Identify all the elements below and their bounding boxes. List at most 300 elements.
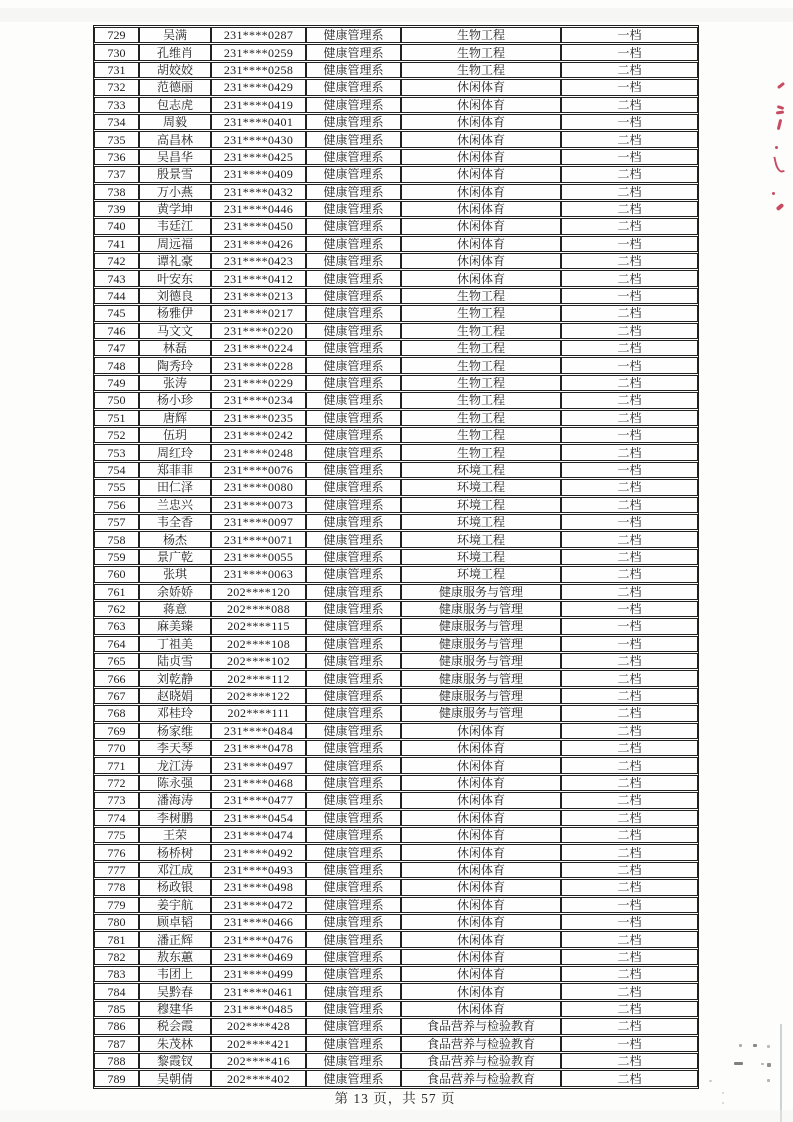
cell-student-name: 黄学坤 <box>139 201 211 217</box>
table-row <box>94 879 698 895</box>
table-row <box>94 844 698 860</box>
cell-tier: 一档 <box>561 897 698 913</box>
cell-tier: 二档 <box>561 584 698 600</box>
cell-student-id: 231****0220 <box>211 323 306 339</box>
table-row <box>94 792 698 808</box>
cell-major: 食品营养与检验教育 <box>401 1018 561 1034</box>
cell-row-number: 748 <box>94 357 139 373</box>
page-number-footer: 第 13 页，共 57 页 <box>334 1091 456 1106</box>
cell-student-name: 张琪 <box>139 566 211 582</box>
scan-speck <box>739 1044 742 1047</box>
cell-row-number: 770 <box>94 740 139 756</box>
cell-row-number: 735 <box>94 131 139 147</box>
cell-tier: 一档 <box>561 357 698 373</box>
cell-row-number: 744 <box>94 288 139 304</box>
cell-tier: 一档 <box>561 601 698 617</box>
cell-student-id: 231****0492 <box>211 844 306 860</box>
cell-row-number: 751 <box>94 410 139 426</box>
cell-row-number: 754 <box>94 462 139 478</box>
cell-major: 环境工程 <box>401 549 561 565</box>
cell-department: 健康管理系 <box>306 340 401 356</box>
cell-major: 休闲体育 <box>401 149 561 165</box>
cell-row-number: 762 <box>94 601 139 617</box>
cell-major: 生物工程 <box>401 44 561 60</box>
cell-student-id: 231****0498 <box>211 879 306 895</box>
cell-department: 健康管理系 <box>306 531 401 547</box>
cell-department: 健康管理系 <box>306 479 401 495</box>
cell-student-name: 吴朝倩 <box>139 1070 211 1086</box>
table-row <box>94 218 698 234</box>
cell-department: 健康管理系 <box>306 792 401 808</box>
cell-tier: 二档 <box>561 879 698 895</box>
cell-department: 健康管理系 <box>306 97 401 113</box>
cell-student-id: 231****0097 <box>211 514 306 530</box>
cell-student-id: 231****0224 <box>211 340 306 356</box>
cell-student-id: 231****0409 <box>211 166 306 182</box>
cell-student-id: 231****0076 <box>211 462 306 478</box>
cell-department: 健康管理系 <box>306 514 401 530</box>
cell-row-number: 736 <box>94 149 139 165</box>
table-row <box>94 723 698 739</box>
cell-student-id: 231****0229 <box>211 375 306 391</box>
cell-student-name: 胡姣姣 <box>139 62 211 78</box>
cell-student-name: 杨小珍 <box>139 392 211 408</box>
table-row <box>94 653 698 669</box>
cell-department: 健康管理系 <box>306 270 401 286</box>
cell-student-name: 兰忠兴 <box>139 497 211 513</box>
cell-row-number: 763 <box>94 618 139 634</box>
cell-student-name: 周远福 <box>139 236 211 252</box>
cell-row-number: 760 <box>94 566 139 582</box>
cell-department: 健康管理系 <box>306 949 401 965</box>
cell-department: 健康管理系 <box>306 497 401 513</box>
cell-major: 生物工程 <box>401 357 561 373</box>
cell-major: 健康服务与管理 <box>401 670 561 686</box>
cell-major: 休闲体育 <box>401 723 561 739</box>
scan-speck <box>734 1062 743 1065</box>
cell-student-name: 李树鹏 <box>139 810 211 826</box>
cell-tier: 二档 <box>561 949 698 965</box>
cell-student-id: 231****0055 <box>211 549 306 565</box>
cell-row-number: 737 <box>94 166 139 182</box>
cell-major: 休闲体育 <box>401 914 561 930</box>
table-row <box>94 983 698 999</box>
cell-student-name: 杨桥树 <box>139 844 211 860</box>
cell-department: 健康管理系 <box>306 983 401 999</box>
cell-major: 休闲体育 <box>401 983 561 999</box>
cell-major: 生物工程 <box>401 323 561 339</box>
cell-student-id: 202****115 <box>211 618 306 634</box>
cell-tier: 一档 <box>561 427 698 443</box>
cell-major: 生物工程 <box>401 305 561 321</box>
cell-tier: 一档 <box>561 514 698 530</box>
cell-student-name: 谭礼豪 <box>139 253 211 269</box>
cell-department: 健康管理系 <box>306 114 401 130</box>
cell-student-name: 吴黔春 <box>139 983 211 999</box>
cell-department: 健康管理系 <box>306 566 401 582</box>
cell-major: 休闲体育 <box>401 810 561 826</box>
cell-major: 休闲体育 <box>401 114 561 130</box>
cell-student-id: 231****0426 <box>211 236 306 252</box>
cell-row-number: 729 <box>94 27 139 43</box>
cell-tier: 一档 <box>561 914 698 930</box>
cell-major: 环境工程 <box>401 462 561 478</box>
cell-major: 健康服务与管理 <box>401 653 561 669</box>
table-row <box>94 392 698 408</box>
cell-major: 健康服务与管理 <box>401 584 561 600</box>
cell-department: 健康管理系 <box>306 444 401 460</box>
cell-row-number: 784 <box>94 983 139 999</box>
scan-speck <box>722 1102 724 1104</box>
cell-tier: 二档 <box>561 131 698 147</box>
cell-department: 健康管理系 <box>306 827 401 843</box>
cell-student-id: 231****0478 <box>211 740 306 756</box>
cell-student-id: 231****0234 <box>211 392 306 408</box>
cell-student-name: 田仁泽 <box>139 479 211 495</box>
cell-department: 健康管理系 <box>306 131 401 147</box>
cell-tier: 二档 <box>561 705 698 721</box>
table-row <box>94 914 698 930</box>
cell-major: 休闲体育 <box>401 184 561 200</box>
table-row <box>94 1018 698 1034</box>
cell-student-name: 潘海涛 <box>139 792 211 808</box>
cell-tier: 二档 <box>561 218 698 234</box>
cell-student-id: 231****0235 <box>211 410 306 426</box>
red-stamp-fragment-icon <box>775 146 778 149</box>
cell-department: 健康管理系 <box>306 253 401 269</box>
cell-row-number: 780 <box>94 914 139 930</box>
cell-tier: 二档 <box>561 566 698 582</box>
cell-row-number: 789 <box>94 1070 139 1086</box>
cell-major: 休闲体育 <box>401 775 561 791</box>
cell-major: 生物工程 <box>401 410 561 426</box>
table-row <box>94 549 698 565</box>
cell-student-name: 周红玲 <box>139 444 211 460</box>
cell-department: 健康管理系 <box>306 810 401 826</box>
cell-tier: 二档 <box>561 305 698 321</box>
cell-student-id: 231****0466 <box>211 914 306 930</box>
cell-student-id: 231****0499 <box>211 966 306 982</box>
cell-major: 休闲体育 <box>401 897 561 913</box>
cell-tier: 二档 <box>561 653 698 669</box>
cell-tier: 二档 <box>561 757 698 773</box>
cell-major: 健康服务与管理 <box>401 636 561 652</box>
scan-shading-top <box>0 8 793 22</box>
cell-department: 健康管理系 <box>306 931 401 947</box>
red-stamp-fragment-icon <box>777 105 785 110</box>
cell-student-name: 伍玥 <box>139 427 211 443</box>
cell-student-id: 202****088 <box>211 601 306 617</box>
cell-row-number: 732 <box>94 79 139 95</box>
cell-student-name: 景广乾 <box>139 549 211 565</box>
scan-speck <box>767 1045 770 1048</box>
cell-row-number: 745 <box>94 305 139 321</box>
cell-row-number: 783 <box>94 966 139 982</box>
cell-tier: 二档 <box>561 531 698 547</box>
cell-row-number: 752 <box>94 427 139 443</box>
cell-student-id: 231****0071 <box>211 531 306 547</box>
cell-department: 健康管理系 <box>306 862 401 878</box>
cell-major: 健康服务与管理 <box>401 705 561 721</box>
cell-major: 生物工程 <box>401 288 561 304</box>
cell-tier: 一档 <box>561 618 698 634</box>
red-stamp-fragment-icon <box>776 110 784 114</box>
cell-row-number: 781 <box>94 931 139 947</box>
table-row <box>94 636 698 652</box>
cell-student-id: 231****0430 <box>211 131 306 147</box>
cell-major: 生物工程 <box>401 62 561 78</box>
cell-student-id: 202****120 <box>211 584 306 600</box>
cell-tier: 一档 <box>561 288 698 304</box>
cell-major: 生物工程 <box>401 392 561 408</box>
cell-major: 休闲体育 <box>401 931 561 947</box>
cell-row-number: 788 <box>94 1053 139 1069</box>
cell-student-name: 韦全香 <box>139 514 211 530</box>
cell-student-name: 杨家维 <box>139 723 211 739</box>
cell-department: 健康管理系 <box>306 462 401 478</box>
cell-student-name: 叶安东 <box>139 270 211 286</box>
cell-tier: 二档 <box>561 392 698 408</box>
cell-department: 健康管理系 <box>306 618 401 634</box>
table-row <box>94 270 698 286</box>
cell-tier: 二档 <box>561 983 698 999</box>
cell-tier: 二档 <box>561 375 698 391</box>
cell-student-name: 赵晓娟 <box>139 688 211 704</box>
cell-row-number: 749 <box>94 375 139 391</box>
cell-department: 健康管理系 <box>306 653 401 669</box>
cell-student-name: 韦廷江 <box>139 218 211 234</box>
cell-student-id: 231****0419 <box>211 97 306 113</box>
cell-student-id: 231****0468 <box>211 775 306 791</box>
cell-student-id: 231****0287 <box>211 27 306 43</box>
table-row <box>94 114 698 130</box>
cell-major: 休闲体育 <box>401 253 561 269</box>
cell-student-id: 202****108 <box>211 636 306 652</box>
cell-department: 健康管理系 <box>306 1053 401 1069</box>
cell-student-name: 吴满 <box>139 27 211 43</box>
scan-speck <box>767 1063 771 1067</box>
cell-department: 健康管理系 <box>306 218 401 234</box>
table-row <box>94 305 698 321</box>
cell-student-name: 周毅 <box>139 114 211 130</box>
table-row <box>94 670 698 686</box>
cell-student-name: 林磊 <box>139 340 211 356</box>
cell-row-number: 746 <box>94 323 139 339</box>
cell-major: 生物工程 <box>401 27 561 43</box>
cell-student-id: 231****0484 <box>211 723 306 739</box>
table-row <box>94 166 698 182</box>
cell-student-name: 郑菲菲 <box>139 462 211 478</box>
cell-department: 健康管理系 <box>306 740 401 756</box>
cell-student-name: 高昌林 <box>139 131 211 147</box>
cell-student-name: 潘正辉 <box>139 931 211 947</box>
cell-tier: 二档 <box>561 931 698 947</box>
cell-major: 食品营养与检验教育 <box>401 1036 561 1052</box>
cell-major: 休闲体育 <box>401 79 561 95</box>
table-row <box>94 775 698 791</box>
table-row <box>94 531 698 547</box>
table-row <box>94 131 698 147</box>
cell-department: 健康管理系 <box>306 305 401 321</box>
cell-row-number: 758 <box>94 531 139 547</box>
cell-student-name: 万小燕 <box>139 184 211 200</box>
table-row <box>94 1053 698 1069</box>
red-stamp-fragment-icon <box>777 82 785 89</box>
table-row <box>94 444 698 460</box>
cell-row-number: 764 <box>94 636 139 652</box>
cell-student-name: 黎霞钗 <box>139 1053 211 1069</box>
cell-department: 健康管理系 <box>306 879 401 895</box>
table-row <box>94 757 698 773</box>
cell-major: 休闲体育 <box>401 131 561 147</box>
cell-department: 健康管理系 <box>306 184 401 200</box>
cell-row-number: 759 <box>94 549 139 565</box>
cell-row-number: 767 <box>94 688 139 704</box>
cell-student-name: 韦团上 <box>139 966 211 982</box>
cell-department: 健康管理系 <box>306 149 401 165</box>
cell-student-id: 231****0429 <box>211 79 306 95</box>
cell-row-number: 773 <box>94 792 139 808</box>
cell-row-number: 761 <box>94 584 139 600</box>
cell-student-name: 殷景雪 <box>139 166 211 182</box>
cell-student-id: 231****0461 <box>211 983 306 999</box>
table-row <box>94 897 698 913</box>
cell-student-id: 231****0080 <box>211 479 306 495</box>
table-row <box>94 618 698 634</box>
cell-student-name: 吴昌华 <box>139 149 211 165</box>
cell-student-id: 231****0446 <box>211 201 306 217</box>
cell-tier: 二档 <box>561 1070 698 1086</box>
cell-major: 休闲体育 <box>401 201 561 217</box>
cell-major: 健康服务与管理 <box>401 618 561 634</box>
cell-tier: 一档 <box>561 27 698 43</box>
cell-department: 健康管理系 <box>306 1018 401 1034</box>
red-stamp-fragment-icon <box>773 155 784 173</box>
cell-tier: 二档 <box>561 844 698 860</box>
table-row <box>94 931 698 947</box>
red-stamp-fragment-icon <box>776 203 785 211</box>
cell-student-id: 231****0477 <box>211 792 306 808</box>
cell-department: 健康管理系 <box>306 1070 401 1086</box>
table-row <box>94 44 698 60</box>
cell-tier: 二档 <box>561 792 698 808</box>
table-row <box>94 1036 698 1052</box>
records-table-body <box>94 27 698 1087</box>
cell-student-name: 邓江成 <box>139 862 211 878</box>
cell-row-number: 786 <box>94 1018 139 1034</box>
cell-row-number: 733 <box>94 97 139 113</box>
cell-tier: 二档 <box>561 497 698 513</box>
cell-major: 休闲体育 <box>401 97 561 113</box>
cell-department: 健康管理系 <box>306 723 401 739</box>
cell-major: 健康服务与管理 <box>401 688 561 704</box>
cell-department: 健康管理系 <box>306 27 401 43</box>
cell-student-name: 刘乾静 <box>139 670 211 686</box>
cell-student-name: 龙江涛 <box>139 757 211 773</box>
cell-tier: 二档 <box>561 184 698 200</box>
cell-row-number: 734 <box>94 114 139 130</box>
cell-row-number: 730 <box>94 44 139 60</box>
cell-department: 健康管理系 <box>306 670 401 686</box>
cell-major: 休闲体育 <box>401 879 561 895</box>
cell-tier: 一档 <box>561 44 698 60</box>
table-row <box>94 462 698 478</box>
cell-row-number: 742 <box>94 253 139 269</box>
cell-department: 健康管理系 <box>306 410 401 426</box>
table-row <box>94 410 698 426</box>
cell-major: 休闲体育 <box>401 949 561 965</box>
cell-row-number: 787 <box>94 1036 139 1052</box>
cell-tier: 二档 <box>561 827 698 843</box>
cell-student-id: 231****0228 <box>211 357 306 373</box>
cell-department: 健康管理系 <box>306 357 401 373</box>
cell-department: 健康管理系 <box>306 757 401 773</box>
cell-student-id: 231****0497 <box>211 757 306 773</box>
cell-student-id: 231****0472 <box>211 897 306 913</box>
cell-student-id: 231****0423 <box>211 253 306 269</box>
cell-major: 环境工程 <box>401 566 561 582</box>
cell-student-name: 唐辉 <box>139 410 211 426</box>
cell-department: 健康管理系 <box>306 375 401 391</box>
cell-major: 生物工程 <box>401 427 561 443</box>
cell-row-number: 740 <box>94 218 139 234</box>
table-row <box>94 1001 698 1017</box>
cell-row-number: 776 <box>94 844 139 860</box>
cell-row-number: 753 <box>94 444 139 460</box>
cell-row-number: 785 <box>94 1001 139 1017</box>
student-roster-table <box>93 25 699 1089</box>
table-row <box>94 584 698 600</box>
cell-tier: 二档 <box>561 810 698 826</box>
cell-tier: 一档 <box>561 1036 698 1052</box>
scan-speck <box>767 1079 770 1082</box>
table-row <box>94 323 698 339</box>
cell-row-number: 755 <box>94 479 139 495</box>
scan-shading-bottom <box>0 1110 793 1122</box>
table-row <box>94 949 698 965</box>
cell-student-name: 李天琴 <box>139 740 211 756</box>
table-row <box>94 705 698 721</box>
cell-tier: 二档 <box>561 479 698 495</box>
cell-student-id: 202****111 <box>211 705 306 721</box>
cell-major: 食品营养与检验教育 <box>401 1070 561 1086</box>
cell-student-name: 麻美臻 <box>139 618 211 634</box>
cell-row-number: 747 <box>94 340 139 356</box>
cell-row-number: 750 <box>94 392 139 408</box>
cell-student-name: 范德丽 <box>139 79 211 95</box>
cell-student-id: 202****102 <box>211 653 306 669</box>
cell-department: 健康管理系 <box>306 79 401 95</box>
table-row <box>94 966 698 982</box>
cell-row-number: 771 <box>94 757 139 773</box>
cell-department: 健康管理系 <box>306 601 401 617</box>
cell-major: 休闲体育 <box>401 966 561 982</box>
cell-department: 健康管理系 <box>306 636 401 652</box>
cell-major: 休闲体育 <box>401 218 561 234</box>
table-row <box>94 288 698 304</box>
table-row <box>94 236 698 252</box>
cell-major: 休闲体育 <box>401 792 561 808</box>
cell-student-name: 陶秀玲 <box>139 357 211 373</box>
cell-tier: 二档 <box>561 270 698 286</box>
cell-major: 休闲体育 <box>401 166 561 182</box>
cell-major: 环境工程 <box>401 497 561 513</box>
cell-major: 休闲体育 <box>401 270 561 286</box>
cell-student-id: 231****0412 <box>211 270 306 286</box>
table-row <box>94 862 698 878</box>
cell-tier: 二档 <box>561 201 698 217</box>
cell-student-name: 蒋意 <box>139 601 211 617</box>
